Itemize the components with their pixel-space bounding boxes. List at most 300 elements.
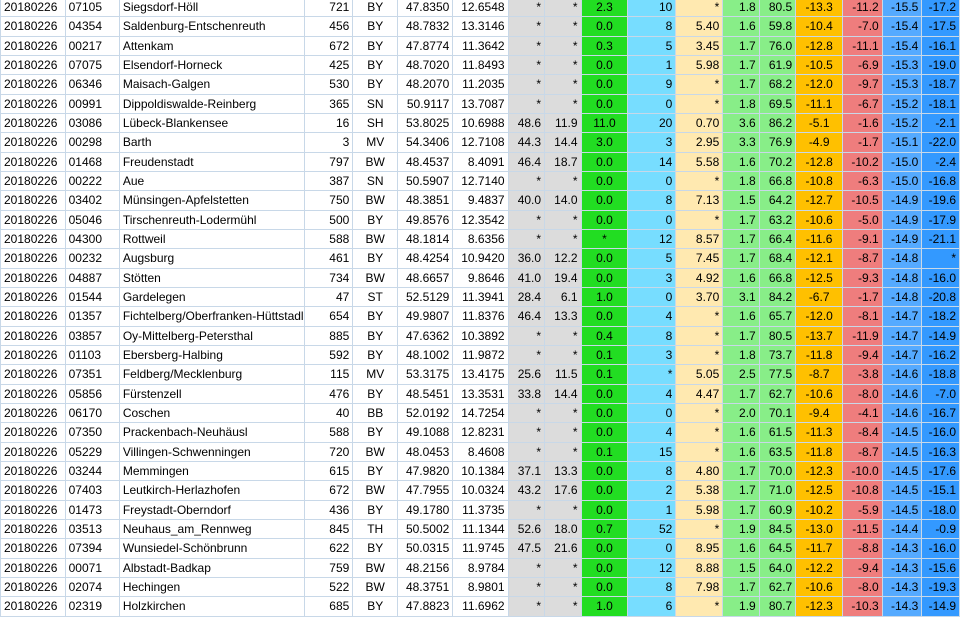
value-c-cell: * bbox=[676, 326, 723, 345]
temp-max-cell: -8.8 bbox=[843, 539, 883, 558]
value-d-cell: 3.6 bbox=[723, 113, 759, 132]
temp-mean-cell: -10.4 bbox=[796, 17, 843, 36]
humidity-cell: 59.8 bbox=[759, 17, 795, 36]
station-id-cell: 02319 bbox=[65, 597, 119, 616]
station-name-cell: Leutkirch-Herlazhofen bbox=[119, 481, 305, 500]
value-b-cell: * bbox=[545, 229, 581, 248]
snow-cell: 52 bbox=[628, 519, 676, 538]
table-row bbox=[1, 539, 960, 558]
station-id-cell: 04354 bbox=[65, 17, 119, 36]
snow-cell: 8 bbox=[628, 191, 676, 210]
value-a-cell: * bbox=[508, 229, 544, 248]
value-b-cell: * bbox=[545, 326, 581, 345]
value-d-cell: 1.6 bbox=[723, 307, 759, 326]
longitude-cell: 11.6962 bbox=[453, 597, 508, 616]
snow-cell: 4 bbox=[628, 384, 676, 403]
humidity-cell: 63.5 bbox=[759, 442, 795, 461]
date-cell: 20180226 bbox=[1, 229, 66, 248]
value-d-cell: 1.9 bbox=[723, 597, 759, 616]
value-b-cell: 17.6 bbox=[545, 481, 581, 500]
latitude-cell: 50.9117 bbox=[398, 94, 453, 113]
value-d-cell: 2.5 bbox=[723, 365, 759, 384]
value-a-cell: * bbox=[508, 403, 544, 422]
station-id-cell: 05046 bbox=[65, 210, 119, 229]
temp-min-cell: -14.3 bbox=[882, 558, 922, 577]
date-cell: 20180226 bbox=[1, 55, 66, 74]
table-row bbox=[1, 210, 960, 229]
date-cell: 20180226 bbox=[1, 365, 66, 384]
snow-cell: 5 bbox=[628, 36, 676, 55]
value-b-cell: * bbox=[545, 442, 581, 461]
longitude-cell: 12.3542 bbox=[453, 210, 508, 229]
temp-min-cell: -14.7 bbox=[882, 326, 922, 345]
value-a-cell: * bbox=[508, 326, 544, 345]
temp-mean-cell: -12.0 bbox=[796, 307, 843, 326]
station-id-cell: 01544 bbox=[65, 287, 119, 306]
temp-mean-cell: -10.6 bbox=[796, 384, 843, 403]
snow-cell: 4 bbox=[628, 307, 676, 326]
precipitation-cell: 0.1 bbox=[581, 365, 628, 384]
value-a-cell: * bbox=[508, 75, 544, 94]
temp-ground-cell: -0.9 bbox=[922, 519, 960, 538]
date-cell: 20180226 bbox=[1, 403, 66, 422]
value-d-cell: 1.8 bbox=[723, 94, 759, 113]
precipitation-cell: 0.0 bbox=[581, 481, 628, 500]
station-name-cell: Siegsdorf-Höll bbox=[119, 0, 305, 17]
state-cell: BY bbox=[353, 384, 398, 403]
value-d-cell: 1.7 bbox=[723, 249, 759, 268]
humidity-cell: 61.9 bbox=[759, 55, 795, 74]
snow-cell: 0 bbox=[628, 94, 676, 113]
latitude-cell: 47.6362 bbox=[398, 326, 453, 345]
state-cell: SN bbox=[353, 94, 398, 113]
temp-min-cell: -14.5 bbox=[882, 423, 922, 442]
temp-min-cell: -15.5 bbox=[882, 0, 922, 17]
value-a-cell: 43.2 bbox=[508, 481, 544, 500]
snow-cell: 4 bbox=[628, 423, 676, 442]
snow-cell: 8 bbox=[628, 17, 676, 36]
value-c-cell: * bbox=[676, 597, 723, 616]
state-cell: BW bbox=[353, 481, 398, 500]
longitude-cell: 10.6988 bbox=[453, 113, 508, 132]
state-cell: BY bbox=[353, 17, 398, 36]
precipitation-cell: 0.0 bbox=[581, 539, 628, 558]
elevation-cell: 685 bbox=[305, 597, 353, 616]
station-name-cell: Stötten bbox=[119, 268, 305, 287]
latitude-cell: 53.8025 bbox=[398, 113, 453, 132]
value-a-cell: * bbox=[508, 345, 544, 364]
elevation-cell: 759 bbox=[305, 558, 353, 577]
latitude-cell: 47.8350 bbox=[398, 0, 453, 17]
station-name-cell: Holzkirchen bbox=[119, 597, 305, 616]
temp-ground-cell: -19.6 bbox=[922, 191, 960, 210]
value-a-cell: 37.1 bbox=[508, 461, 544, 480]
value-b-cell: * bbox=[545, 171, 581, 190]
station-id-cell: 00991 bbox=[65, 94, 119, 113]
temp-ground-cell: -16.3 bbox=[922, 442, 960, 461]
value-b-cell: * bbox=[545, 597, 581, 616]
humidity-cell: 70.2 bbox=[759, 152, 795, 171]
temp-mean-cell: -12.8 bbox=[796, 152, 843, 171]
station-name-cell: Albstadt-Badkap bbox=[119, 558, 305, 577]
elevation-cell: 592 bbox=[305, 345, 353, 364]
value-c-cell: * bbox=[676, 307, 723, 326]
longitude-cell: 11.9745 bbox=[453, 539, 508, 558]
value-d-cell: 1.8 bbox=[723, 0, 759, 17]
temp-ground-cell: -17.2 bbox=[922, 0, 960, 17]
date-cell: 20180226 bbox=[1, 577, 66, 596]
humidity-cell: 64.5 bbox=[759, 539, 795, 558]
precipitation-cell: 0.0 bbox=[581, 558, 628, 577]
snow-cell: 8 bbox=[628, 326, 676, 345]
temp-min-cell: -15.3 bbox=[882, 75, 922, 94]
temp-ground-cell: -22.0 bbox=[922, 133, 960, 152]
value-c-cell: 0.70 bbox=[676, 113, 723, 132]
precipitation-cell: 0.0 bbox=[581, 210, 628, 229]
temp-ground-cell: -18.8 bbox=[922, 365, 960, 384]
temp-max-cell: -10.2 bbox=[843, 152, 883, 171]
state-cell: BY bbox=[353, 423, 398, 442]
state-cell: BY bbox=[353, 345, 398, 364]
temp-max-cell: -9.4 bbox=[843, 558, 883, 577]
latitude-cell: 48.2156 bbox=[398, 558, 453, 577]
date-cell: 20180226 bbox=[1, 94, 66, 113]
value-a-cell: * bbox=[508, 36, 544, 55]
value-d-cell: 1.6 bbox=[723, 268, 759, 287]
station-name-cell: Maisach-Galgen bbox=[119, 75, 305, 94]
elevation-cell: 672 bbox=[305, 481, 353, 500]
station-name-cell: Attenkam bbox=[119, 36, 305, 55]
humidity-cell: 64.2 bbox=[759, 191, 795, 210]
value-d-cell: 1.8 bbox=[723, 345, 759, 364]
station-name-cell: Rottweil bbox=[119, 229, 305, 248]
precipitation-cell: 3.0 bbox=[581, 133, 628, 152]
value-d-cell: 3.1 bbox=[723, 287, 759, 306]
temp-max-cell: -11.5 bbox=[843, 519, 883, 538]
humidity-cell: 73.7 bbox=[759, 345, 795, 364]
state-cell: BY bbox=[353, 75, 398, 94]
temp-min-cell: -14.9 bbox=[882, 210, 922, 229]
latitude-cell: 48.1814 bbox=[398, 229, 453, 248]
value-a-cell: 52.6 bbox=[508, 519, 544, 538]
state-cell: MV bbox=[353, 365, 398, 384]
value-d-cell: 3.3 bbox=[723, 133, 759, 152]
longitude-cell: 12.7140 bbox=[453, 171, 508, 190]
date-cell: 20180226 bbox=[1, 152, 66, 171]
temp-mean-cell: -4.9 bbox=[796, 133, 843, 152]
temp-mean-cell: -10.5 bbox=[796, 55, 843, 74]
station-id-cell: 03513 bbox=[65, 519, 119, 538]
value-b-cell: 18.7 bbox=[545, 152, 581, 171]
temp-max-cell: -10.0 bbox=[843, 461, 883, 480]
station-name-cell: Coschen bbox=[119, 403, 305, 422]
table-row bbox=[1, 403, 960, 422]
elevation-cell: 797 bbox=[305, 152, 353, 171]
temp-min-cell: -14.5 bbox=[882, 461, 922, 480]
value-c-cell: 3.45 bbox=[676, 36, 723, 55]
temp-max-cell: -5.9 bbox=[843, 500, 883, 519]
value-d-cell: 1.7 bbox=[723, 500, 759, 519]
value-b-cell: * bbox=[545, 94, 581, 113]
latitude-cell: 48.1002 bbox=[398, 345, 453, 364]
temp-max-cell: -8.7 bbox=[843, 442, 883, 461]
value-c-cell: * bbox=[676, 210, 723, 229]
longitude-cell: 8.4091 bbox=[453, 152, 508, 171]
value-c-cell: * bbox=[676, 94, 723, 113]
elevation-cell: 588 bbox=[305, 423, 353, 442]
value-c-cell: 5.38 bbox=[676, 481, 723, 500]
table-row bbox=[1, 229, 960, 248]
temp-min-cell: -14.9 bbox=[882, 191, 922, 210]
longitude-cell: 10.1384 bbox=[453, 461, 508, 480]
temp-ground-cell: -14.9 bbox=[922, 597, 960, 616]
snow-cell: 3 bbox=[628, 345, 676, 364]
temp-mean-cell: -11.6 bbox=[796, 229, 843, 248]
temp-max-cell: -8.0 bbox=[843, 577, 883, 596]
precipitation-cell: 0.0 bbox=[581, 461, 628, 480]
temp-ground-cell: -16.1 bbox=[922, 36, 960, 55]
date-cell: 20180226 bbox=[1, 442, 66, 461]
value-c-cell: * bbox=[676, 345, 723, 364]
value-a-cell: 40.0 bbox=[508, 191, 544, 210]
date-cell: 20180226 bbox=[1, 113, 66, 132]
precipitation-cell: 1.0 bbox=[581, 597, 628, 616]
table-row bbox=[1, 75, 960, 94]
station-name-cell: Lübeck-Blankensee bbox=[119, 113, 305, 132]
temp-ground-cell: -17.5 bbox=[922, 17, 960, 36]
latitude-cell: 48.7832 bbox=[398, 17, 453, 36]
state-cell: BW bbox=[353, 229, 398, 248]
longitude-cell: 8.4608 bbox=[453, 442, 508, 461]
value-c-cell: 7.45 bbox=[676, 249, 723, 268]
precipitation-cell: 0.0 bbox=[581, 55, 628, 74]
temp-min-cell: -14.8 bbox=[882, 268, 922, 287]
table-row bbox=[1, 152, 960, 171]
longitude-cell: 13.7087 bbox=[453, 94, 508, 113]
date-cell: 20180226 bbox=[1, 461, 66, 480]
value-c-cell: 4.80 bbox=[676, 461, 723, 480]
elevation-cell: 47 bbox=[305, 287, 353, 306]
temp-ground-cell: -18.0 bbox=[922, 500, 960, 519]
value-d-cell: 1.5 bbox=[723, 558, 759, 577]
elevation-cell: 622 bbox=[305, 539, 353, 558]
state-cell: BW bbox=[353, 558, 398, 577]
temp-mean-cell: -11.1 bbox=[796, 94, 843, 113]
table-row bbox=[1, 577, 960, 596]
temp-mean-cell: -12.7 bbox=[796, 191, 843, 210]
humidity-cell: 84.5 bbox=[759, 519, 795, 538]
longitude-cell: 11.8493 bbox=[453, 55, 508, 74]
longitude-cell: 13.3146 bbox=[453, 17, 508, 36]
table-row bbox=[1, 461, 960, 480]
temp-ground-cell: -18.2 bbox=[922, 307, 960, 326]
value-c-cell: 5.98 bbox=[676, 55, 723, 74]
station-name-cell: Tirschenreuth-Lodermühl bbox=[119, 210, 305, 229]
station-id-cell: 00298 bbox=[65, 133, 119, 152]
latitude-cell: 48.4537 bbox=[398, 152, 453, 171]
table-row bbox=[1, 113, 960, 132]
state-cell: BY bbox=[353, 326, 398, 345]
station-id-cell: 03857 bbox=[65, 326, 119, 345]
value-b-cell: 14.4 bbox=[545, 384, 581, 403]
date-cell: 20180226 bbox=[1, 171, 66, 190]
temp-max-cell: -11.2 bbox=[843, 0, 883, 17]
latitude-cell: 49.8576 bbox=[398, 210, 453, 229]
temp-ground-cell: -14.9 bbox=[922, 326, 960, 345]
temp-max-cell: -11.1 bbox=[843, 36, 883, 55]
station-name-cell: Gardelegen bbox=[119, 287, 305, 306]
station-name-cell: Augsburg bbox=[119, 249, 305, 268]
longitude-cell: 11.9872 bbox=[453, 345, 508, 364]
table-row bbox=[1, 365, 960, 384]
temp-mean-cell: -10.6 bbox=[796, 577, 843, 596]
temp-max-cell: -9.4 bbox=[843, 345, 883, 364]
temp-max-cell: -6.7 bbox=[843, 94, 883, 113]
longitude-cell: 11.1344 bbox=[453, 519, 508, 538]
precipitation-cell: 0.0 bbox=[581, 249, 628, 268]
station-name-cell: Freystadt-Oberndorf bbox=[119, 500, 305, 519]
temp-min-cell: -14.5 bbox=[882, 442, 922, 461]
table-row bbox=[1, 307, 960, 326]
value-b-cell: * bbox=[545, 345, 581, 364]
value-a-cell: * bbox=[508, 577, 544, 596]
date-cell: 20180226 bbox=[1, 481, 66, 500]
state-cell: BY bbox=[353, 0, 398, 17]
longitude-cell: 8.9801 bbox=[453, 577, 508, 596]
humidity-cell: 70.0 bbox=[759, 461, 795, 480]
table-row bbox=[1, 171, 960, 190]
temp-max-cell: -1.7 bbox=[843, 133, 883, 152]
snow-cell: 0 bbox=[628, 210, 676, 229]
value-d-cell: 1.7 bbox=[723, 36, 759, 55]
temp-min-cell: -15.4 bbox=[882, 36, 922, 55]
value-c-cell: * bbox=[676, 171, 723, 190]
value-a-cell: 47.5 bbox=[508, 539, 544, 558]
longitude-cell: 11.3642 bbox=[453, 36, 508, 55]
date-cell: 20180226 bbox=[1, 539, 66, 558]
table-row bbox=[1, 94, 960, 113]
table-row bbox=[1, 36, 960, 55]
temp-mean-cell: -12.0 bbox=[796, 75, 843, 94]
elevation-cell: 588 bbox=[305, 229, 353, 248]
temp-max-cell: -10.5 bbox=[843, 191, 883, 210]
value-c-cell: * bbox=[676, 403, 723, 422]
longitude-cell: 10.3892 bbox=[453, 326, 508, 345]
temp-min-cell: -14.6 bbox=[882, 365, 922, 384]
temp-ground-cell: -16.7 bbox=[922, 403, 960, 422]
value-c-cell: 7.13 bbox=[676, 191, 723, 210]
temp-ground-cell: -16.8 bbox=[922, 171, 960, 190]
longitude-cell: 10.9420 bbox=[453, 249, 508, 268]
snow-cell: 1 bbox=[628, 55, 676, 74]
value-b-cell: * bbox=[545, 500, 581, 519]
value-b-cell: * bbox=[545, 403, 581, 422]
state-cell: BW bbox=[353, 191, 398, 210]
snow-cell: 3 bbox=[628, 133, 676, 152]
station-name-cell: Barth bbox=[119, 133, 305, 152]
value-b-cell: 11.9 bbox=[545, 113, 581, 132]
precipitation-cell: * bbox=[581, 229, 628, 248]
longitude-cell: 12.8231 bbox=[453, 423, 508, 442]
humidity-cell: 80.7 bbox=[759, 597, 795, 616]
precipitation-cell: 0.1 bbox=[581, 442, 628, 461]
value-c-cell: 2.95 bbox=[676, 133, 723, 152]
longitude-cell: 8.9784 bbox=[453, 558, 508, 577]
snow-cell: 0 bbox=[628, 403, 676, 422]
date-cell: 20180226 bbox=[1, 268, 66, 287]
date-cell: 20180226 bbox=[1, 133, 66, 152]
temp-min-cell: -15.0 bbox=[882, 171, 922, 190]
precipitation-cell: 0.0 bbox=[581, 75, 628, 94]
value-d-cell: 1.7 bbox=[723, 384, 759, 403]
longitude-cell: 11.3941 bbox=[453, 287, 508, 306]
elevation-cell: 3 bbox=[305, 133, 353, 152]
snow-cell: 15 bbox=[628, 442, 676, 461]
longitude-cell: 12.6548 bbox=[453, 0, 508, 17]
temp-max-cell: -8.0 bbox=[843, 384, 883, 403]
latitude-cell: 49.9807 bbox=[398, 307, 453, 326]
table-row bbox=[1, 384, 960, 403]
temp-ground-cell: -2.4 bbox=[922, 152, 960, 171]
precipitation-cell: 0.0 bbox=[581, 307, 628, 326]
value-a-cell: * bbox=[508, 17, 544, 36]
state-cell: BY bbox=[353, 210, 398, 229]
state-cell: BY bbox=[353, 307, 398, 326]
value-c-cell: 8.88 bbox=[676, 558, 723, 577]
temp-mean-cell: -12.2 bbox=[796, 558, 843, 577]
longitude-cell: 11.2035 bbox=[453, 75, 508, 94]
value-d-cell: 1.7 bbox=[723, 229, 759, 248]
temp-min-cell: -15.0 bbox=[882, 152, 922, 171]
temp-min-cell: -14.3 bbox=[882, 577, 922, 596]
elevation-cell: 885 bbox=[305, 326, 353, 345]
snow-cell: 8 bbox=[628, 461, 676, 480]
station-name-cell: Dippoldiswalde-Reinberg bbox=[119, 94, 305, 113]
temp-ground-cell: * bbox=[922, 249, 960, 268]
snow-cell: 5 bbox=[628, 249, 676, 268]
date-cell: 20180226 bbox=[1, 326, 66, 345]
state-cell: BY bbox=[353, 461, 398, 480]
precipitation-cell: 0.0 bbox=[581, 500, 628, 519]
value-d-cell: 1.6 bbox=[723, 539, 759, 558]
station-id-cell: 07351 bbox=[65, 365, 119, 384]
value-c-cell: * bbox=[676, 423, 723, 442]
value-c-cell: 5.58 bbox=[676, 152, 723, 171]
date-cell: 20180226 bbox=[1, 191, 66, 210]
latitude-cell: 47.8774 bbox=[398, 36, 453, 55]
humidity-cell: 86.2 bbox=[759, 113, 795, 132]
humidity-cell: 68.2 bbox=[759, 75, 795, 94]
temp-max-cell: -10.8 bbox=[843, 481, 883, 500]
table-row bbox=[1, 597, 960, 616]
humidity-cell: 66.8 bbox=[759, 171, 795, 190]
value-d-cell: 1.6 bbox=[723, 442, 759, 461]
state-cell: TH bbox=[353, 519, 398, 538]
state-cell: BY bbox=[353, 55, 398, 74]
temp-mean-cell: -8.7 bbox=[796, 365, 843, 384]
state-cell: BW bbox=[353, 268, 398, 287]
precipitation-cell: 0.0 bbox=[581, 577, 628, 596]
precipitation-cell: 0.0 bbox=[581, 268, 628, 287]
table-row bbox=[1, 442, 960, 461]
temp-mean-cell: -10.6 bbox=[796, 210, 843, 229]
snow-cell: 9 bbox=[628, 75, 676, 94]
elevation-cell: 530 bbox=[305, 75, 353, 94]
elevation-cell: 721 bbox=[305, 0, 353, 17]
temp-ground-cell: -2.1 bbox=[922, 113, 960, 132]
elevation-cell: 456 bbox=[305, 17, 353, 36]
snow-cell: 20 bbox=[628, 113, 676, 132]
